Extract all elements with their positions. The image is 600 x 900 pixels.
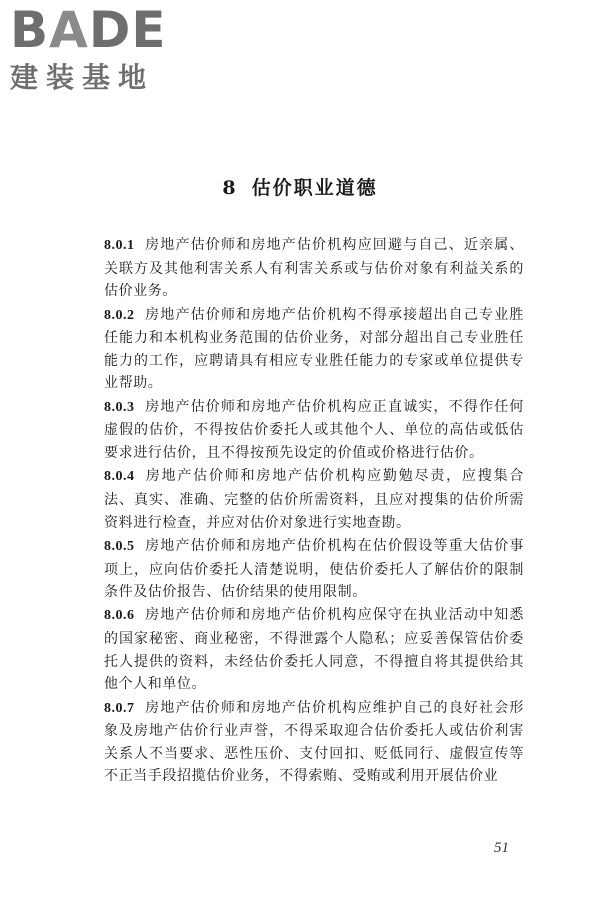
clause-text: 房地产估价师和房地产估价机构应勤勉尽责，应搜集合法、真实、准确、完整的估价所需资料，且应对搜集的估价所需资料进行检查，并应对估价对象进行实地查勘。 bbox=[104, 468, 524, 531]
page-number: 51 bbox=[494, 840, 509, 856]
clause-text: 房地产估价师和房地产估价机构应保守在执业活动中知悉的国家秘密、商业秘密，不得泄露个人隐私；应妥善保管估价委托人提供的资料，未经估价委托人同意，不得擅自将其提供给其他个人和单位。 bbox=[104, 607, 524, 693]
chapter-number: 8 bbox=[222, 177, 238, 199]
clause-number: 8.0.3 bbox=[104, 399, 135, 415]
clause-8-0-7 bbox=[104, 697, 524, 788]
chapter-title bbox=[0, 175, 600, 201]
clause-number: 8.0.4 bbox=[104, 469, 135, 485]
clause-8-0-4 bbox=[104, 465, 524, 534]
clause-number: 8.0.2 bbox=[104, 307, 135, 323]
logo-subtitle: 建装基地 bbox=[10, 61, 155, 94]
clause-number: 8.0.1 bbox=[104, 238, 135, 253]
chapter-title-text: 估价职业道德 bbox=[251, 177, 378, 199]
clause-8-0-3 bbox=[104, 396, 524, 465]
bade-logo bbox=[10, 1, 180, 94]
clause-number: 8.0.7 bbox=[104, 700, 135, 716]
clause-text: 房地产估价师和房地产估价机构应维护自己的良好社会形象及房地产估价行业声誉，不得采取迎合估价委托人或估价利害关系人不当要求、恶性压价、支付回扣、贬低同行、虚假宣传等不正当手段招揽估价业务，不得索贿、受贿或利用开展估价业 bbox=[104, 699, 524, 785]
clause-list bbox=[104, 234, 524, 789]
clause-text: 房地产估价师和房地产估价机构应回避与自己、近亲属、关联方及其他利害关系人有利害关系或与估价对象有利益关系的估价业务。 bbox=[104, 237, 524, 300]
clause-8-0-1 bbox=[104, 234, 524, 303]
clause-text: 房地产估价师和房地产估价机构应正直诚实，不得作任何虚假的估价，不得按估价委托人或其他个人、单位的高估或低估要求进行估价，且不得按预先设定的价值或价格进行估价。 bbox=[104, 398, 524, 461]
clause-8-0-2 bbox=[104, 304, 524, 395]
clause-text: 房地产估价师和房地产估价机构不得承接超出自己专业胜任能力和本机构业务范围的估价业务，对部分超出自己专业胜任能力的工作，应聘请具有相应专业胜任能力的专家或单位提供专业帮助。 bbox=[104, 306, 524, 392]
logo-wordmark: BADE bbox=[10, 1, 167, 59]
clause-number: 8.0.5 bbox=[104, 538, 135, 554]
clause-8-0-5 bbox=[104, 535, 524, 604]
clause-8-0-6 bbox=[104, 604, 524, 695]
clause-number: 8.0.6 bbox=[104, 608, 135, 624]
clause-text: 房地产估价师和房地产估价机构在估价假设等重大估价事项上，应向估价委托人清楚说明，使估价委托人了解估价的限制条件及估价报告、估价结果的使用限制。 bbox=[104, 537, 524, 601]
